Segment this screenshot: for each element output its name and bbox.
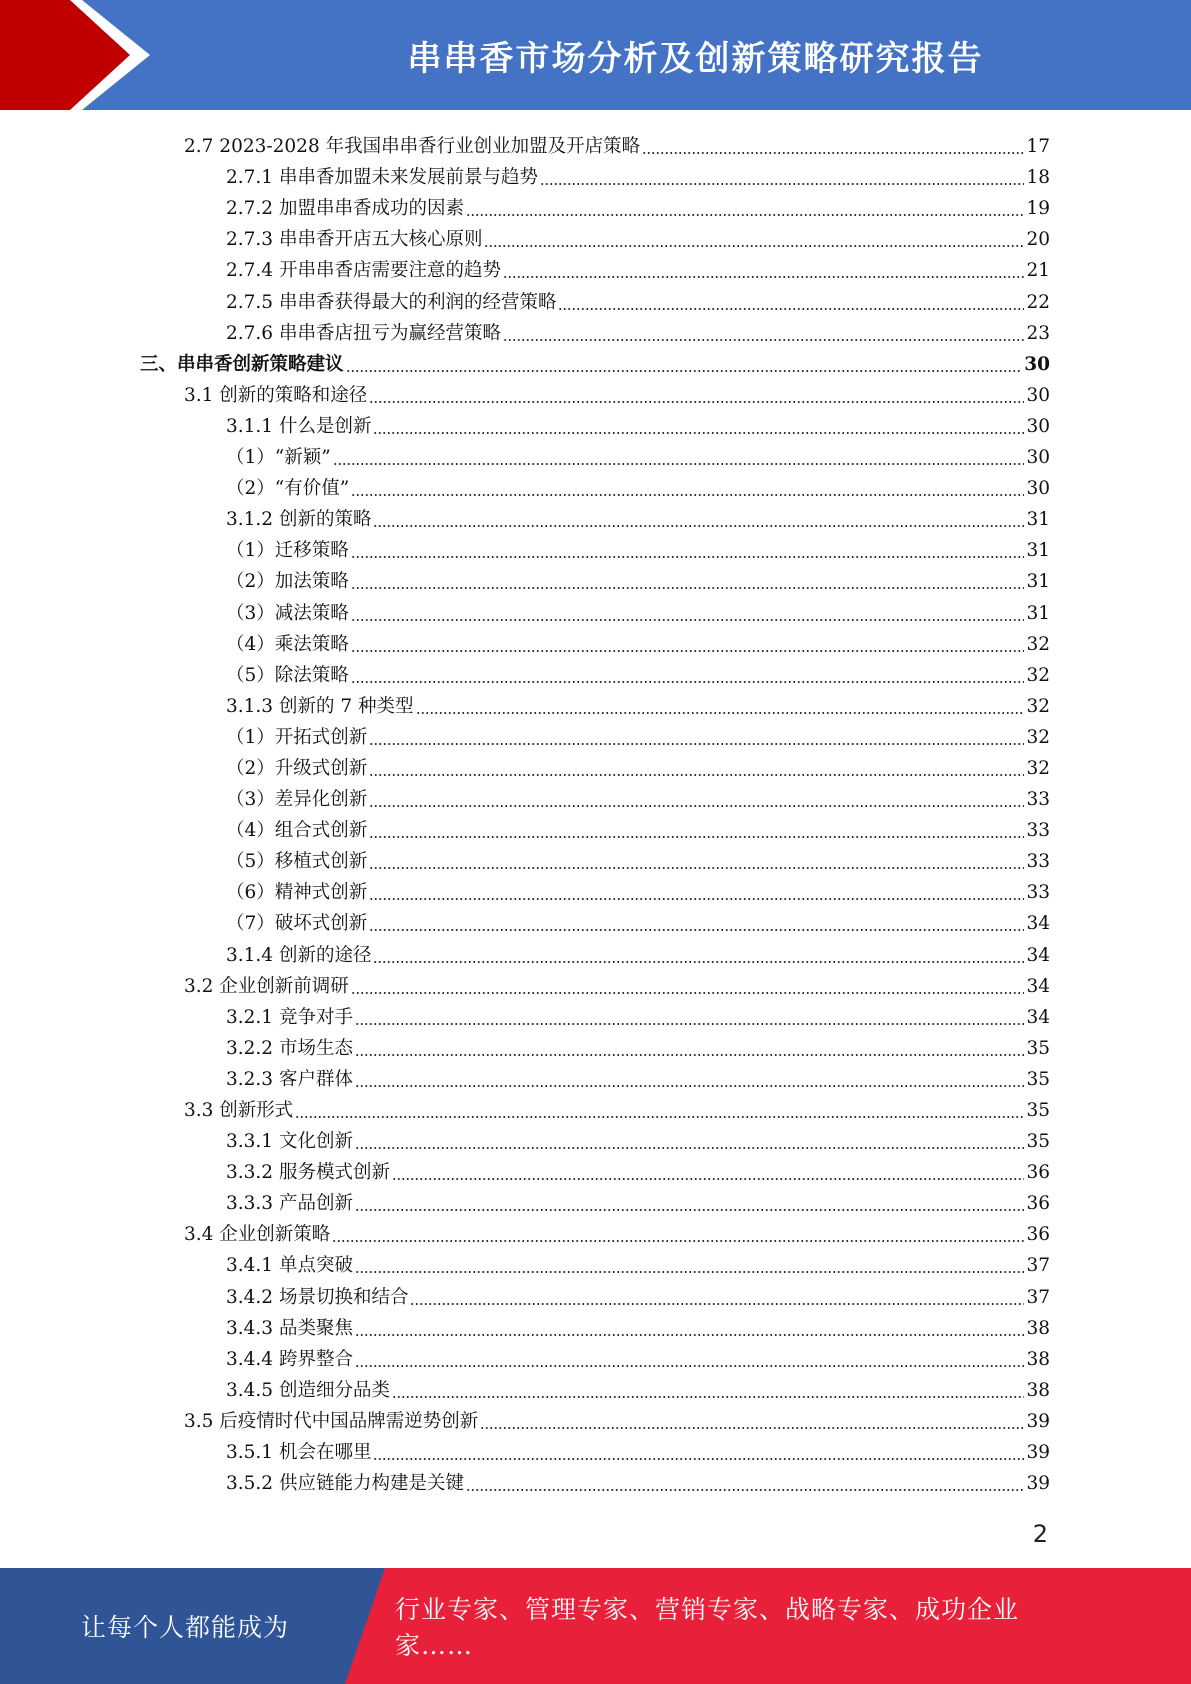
toc-entry[interactable] <box>140 688 1050 719</box>
toc-leader-dots <box>351 587 1025 589</box>
report-title: 串串香市场分析及创新策略研究报告 <box>407 38 984 79</box>
toc-entry-page: 31 <box>1026 540 1050 562</box>
toc-leader-dots <box>369 401 1024 403</box>
page-footer <box>0 1568 1191 1684</box>
toc-entry-label: 3.1.1 什么是创新 <box>226 415 372 437</box>
toc-entry[interactable] <box>140 968 1050 999</box>
toc-entry-label: 3.2.2 市场生态 <box>226 1037 353 1059</box>
toc-entry-page: 38 <box>1026 1348 1050 1370</box>
toc-leader-dots <box>369 805 1024 807</box>
toc-entry[interactable] <box>140 470 1050 501</box>
toc-entry-page: 30 <box>1026 415 1050 437</box>
toc-entry-label: 2.7.3 串串香开店五大核心原则 <box>226 229 483 251</box>
toc-entry-page: 31 <box>1026 509 1050 531</box>
toc-entry-page: 39 <box>1026 1442 1050 1464</box>
toc-entry[interactable] <box>140 1030 1050 1061</box>
toc-leader-dots <box>369 743 1024 745</box>
toc-leader-dots <box>351 494 1024 496</box>
toc-entry-label: 3.1.4 创新的途径 <box>226 944 372 966</box>
toc-leader-dots <box>369 867 1024 869</box>
toc-leader-dots <box>355 1365 1025 1367</box>
toc-entry-label: （4）乘法策略 <box>226 633 349 655</box>
toc-entry-label: （6）精神式创新 <box>226 882 368 904</box>
toc-entry-label: 3.4 企业创新策略 <box>184 1224 331 1246</box>
toc-entry-page: 35 <box>1026 1037 1050 1059</box>
toc-entry[interactable] <box>140 377 1050 408</box>
toc-leader-dots <box>332 1240 1024 1242</box>
toc-entry-label: 2.7.5 串串香获得最大的利润的经营策略 <box>226 291 557 313</box>
toc-entry-page: 17 <box>1026 136 1050 158</box>
toc-leader-dots <box>540 183 1024 185</box>
toc-leader-dots <box>295 1116 1024 1118</box>
toc-entry-label: （2）“有价值” <box>226 478 350 500</box>
toc-entry-label: 2.7.6 串串香店扭亏为赢经营策略 <box>226 322 501 344</box>
toc-entry-label: 3.2.1 竞争对手 <box>226 1006 353 1028</box>
toc-entry[interactable] <box>140 594 1050 625</box>
toc-leader-dots <box>351 619 1025 621</box>
toc-entry-page: 22 <box>1026 291 1050 313</box>
toc-entry[interactable] <box>140 1434 1050 1465</box>
toc-leader-dots <box>355 1085 1025 1087</box>
toc-entry-page: 39 <box>1026 1473 1050 1495</box>
toc-entry[interactable] <box>140 874 1050 905</box>
toc-entry-label: 3.3.2 服务模式创新 <box>226 1162 390 1184</box>
toc-entry-page: 37 <box>1026 1286 1050 1308</box>
toc-entry-page: 19 <box>1026 198 1050 220</box>
toc-entry[interactable] <box>140 190 1050 221</box>
toc-entry-label: （1）迁移策略 <box>226 540 349 562</box>
toc-leader-dots <box>466 1489 1024 1491</box>
toc-leader-dots <box>642 152 1024 154</box>
toc-entry-page: 30 <box>1024 353 1050 375</box>
page-number: 2 <box>1032 1520 1048 1548</box>
toc-entry-label: 3.3.3 产品创新 <box>226 1193 353 1215</box>
toc-entry-page: 21 <box>1026 260 1050 282</box>
toc-entry[interactable] <box>140 1185 1050 1216</box>
toc-leader-dots <box>369 774 1024 776</box>
toc-leader-dots <box>351 992 1025 994</box>
toc-entry[interactable] <box>140 750 1050 781</box>
toc-entry-page: 35 <box>1026 1068 1050 1090</box>
toc-entry-page: 30 <box>1026 478 1050 500</box>
toc-leader-dots <box>351 556 1025 558</box>
footer-roles: 行业专家、管理专家、营销专家、战略专家、成功企业家…… <box>395 1595 1020 1660</box>
table-of-contents <box>140 128 1050 1496</box>
toc-entry[interactable] <box>140 781 1050 812</box>
toc-entry[interactable] <box>140 221 1050 252</box>
toc-leader-dots <box>346 370 1023 372</box>
toc-entry-page: 34 <box>1026 944 1050 966</box>
toc-entry-page: 38 <box>1026 1379 1050 1401</box>
toc-leader-dots <box>484 245 1024 247</box>
toc-entry[interactable] <box>140 812 1050 843</box>
toc-leader-dots <box>480 1427 1024 1429</box>
toc-entry[interactable] <box>140 657 1050 688</box>
toc-entry[interactable] <box>140 719 1050 750</box>
toc-entry-label: 2.7 2023-2028 年我国串串香行业创业加盟及开店策略 <box>184 136 641 158</box>
toc-entry-page: 33 <box>1026 851 1050 873</box>
toc-leader-dots <box>416 712 1025 714</box>
toc-entry-page: 32 <box>1026 726 1050 748</box>
toc-leader-dots <box>410 1303 1024 1305</box>
toc-leader-dots <box>355 1147 1025 1149</box>
toc-entry-label: 2.7.2 加盟串串香成功的因素 <box>226 198 464 220</box>
toc-leader-dots <box>351 650 1025 652</box>
footer-slogan: 让每个人都能成为 <box>80 1613 289 1642</box>
toc-entry-label: （2）升级式创新 <box>226 757 368 779</box>
toc-entry[interactable] <box>140 532 1050 563</box>
toc-entry[interactable] <box>140 501 1050 532</box>
toc-leader-dots <box>558 308 1024 310</box>
toc-entry[interactable] <box>140 1092 1050 1123</box>
toc-leader-dots <box>369 836 1024 838</box>
toc-entry-label: （5）移植式创新 <box>226 851 368 873</box>
toc-entry-label: 3.2 企业创新前调研 <box>184 975 349 997</box>
toc-entry-label: 3.4.3 品类聚焦 <box>226 1317 353 1339</box>
toc-entry[interactable] <box>140 252 1050 283</box>
toc-entry-page: 31 <box>1026 602 1050 624</box>
toc-entry-label: 3.5.2 供应链能力构建是关键 <box>226 1473 464 1495</box>
toc-entry-page: 20 <box>1026 229 1050 251</box>
toc-entry-page: 36 <box>1026 1193 1050 1215</box>
toc-entry-label: 3.2.3 客户群体 <box>226 1068 353 1090</box>
toc-entry-label: 2.7.1 串串香加盟未来发展前景与趋势 <box>226 167 538 189</box>
toc-entry-label: 3.4.1 单点突破 <box>226 1255 353 1277</box>
toc-entry[interactable] <box>140 1154 1050 1185</box>
toc-entry-label: 3.4.4 跨界整合 <box>226 1348 353 1370</box>
toc-leader-dots <box>373 525 1024 527</box>
toc-leader-dots <box>355 1023 1025 1025</box>
toc-entry[interactable] <box>140 346 1050 377</box>
toc-entry-page: 36 <box>1026 1224 1050 1246</box>
toc-leader-dots <box>503 276 1024 278</box>
toc-leader-dots <box>369 898 1024 900</box>
toc-entry-label: 3.5 后疫情时代中国品牌需逆势创新 <box>184 1410 479 1432</box>
toc-entry[interactable] <box>140 905 1050 936</box>
toc-entry-page: 35 <box>1026 1131 1050 1153</box>
toc-entry[interactable] <box>140 283 1050 314</box>
toc-entry[interactable] <box>140 843 1050 874</box>
toc-entry-page: 18 <box>1026 167 1050 189</box>
toc-entry-label: 3.3 创新形式 <box>184 1100 294 1121</box>
toc-entry-label: （2）加法策略 <box>226 571 349 593</box>
toc-entry-label: （7）破坏式创新 <box>226 913 368 935</box>
toc-entry-label: （4）组合式创新 <box>226 820 368 842</box>
toc-leader-dots <box>333 463 1025 465</box>
toc-entry-page: 37 <box>1026 1255 1050 1277</box>
toc-entry-page: 34 <box>1026 975 1050 997</box>
toc-entry-label: 3.3.1 文化创新 <box>226 1131 353 1153</box>
toc-entry-page: 38 <box>1026 1317 1050 1339</box>
toc-entry-page: 39 <box>1026 1410 1050 1432</box>
toc-entry[interactable] <box>140 1465 1050 1496</box>
toc-leader-dots <box>369 929 1024 931</box>
toc-entry-page: 23 <box>1026 322 1050 344</box>
toc-entry-page: 33 <box>1026 820 1050 842</box>
toc-entry-page: 32 <box>1026 757 1050 779</box>
toc-entry-page: 30 <box>1026 447 1050 469</box>
toc-entry-label: 3.5.1 机会在哪里 <box>226 1442 372 1464</box>
toc-entry[interactable] <box>140 1372 1050 1403</box>
toc-entry[interactable] <box>140 1403 1050 1434</box>
toc-entry-page: 32 <box>1026 633 1050 655</box>
toc-leader-dots <box>503 339 1024 341</box>
toc-entry-page: 34 <box>1026 1006 1050 1028</box>
toc-entry[interactable] <box>140 999 1050 1030</box>
toc-entry-page: 35 <box>1026 1100 1050 1121</box>
toc-entry[interactable] <box>140 936 1050 967</box>
toc-entry-label: （1）开拓式创新 <box>226 726 368 748</box>
toc-leader-dots <box>355 1209 1025 1211</box>
toc-entry[interactable] <box>140 439 1050 470</box>
page-header <box>0 0 1191 110</box>
toc-entry[interactable] <box>140 1123 1050 1154</box>
toc-leader-dots <box>355 1271 1025 1273</box>
toc-entry[interactable] <box>140 626 1050 657</box>
toc-leader-dots <box>355 1334 1025 1336</box>
toc-entry[interactable] <box>140 563 1050 594</box>
toc-leader-dots <box>355 1054 1025 1056</box>
toc-entry-label: （1）“新颖” <box>226 447 331 469</box>
toc-leader-dots <box>373 961 1024 963</box>
toc-leader-dots <box>373 432 1024 434</box>
toc-entry-page: 32 <box>1026 664 1050 686</box>
toc-entry-label: 2.7.4 开串串香店需要注意的趋势 <box>226 260 501 282</box>
toc-entry-label: （3）减法策略 <box>226 602 349 624</box>
toc-entry[interactable] <box>140 315 1050 346</box>
toc-entry-label: 3.1 创新的策略和途径 <box>184 384 368 406</box>
toc-entry-page: 32 <box>1026 695 1050 717</box>
toc-entry-label: 3.4.5 创造细分品类 <box>226 1379 390 1401</box>
toc-entry[interactable] <box>140 1247 1050 1278</box>
toc-entry-page: 31 <box>1026 571 1050 593</box>
toc-entry[interactable] <box>140 128 1050 159</box>
toc-leader-dots <box>392 1396 1024 1398</box>
toc-entry[interactable] <box>140 159 1050 190</box>
toc-leader-dots <box>351 681 1025 683</box>
toc-entry-page: 36 <box>1026 1162 1050 1184</box>
toc-leader-dots <box>392 1178 1024 1180</box>
toc-entry-page: 34 <box>1026 913 1050 935</box>
toc-entry-label: 3.1.3 创新的 7 种类型 <box>226 695 414 717</box>
toc-entry-label: （5）除法策略 <box>226 664 349 686</box>
toc-entry-label: 3.4.2 场景切换和结合 <box>226 1286 409 1308</box>
toc-entry[interactable] <box>140 1278 1050 1309</box>
toc-entry-label: （3）差异化创新 <box>226 789 368 811</box>
toc-entry-page: 33 <box>1026 882 1050 904</box>
toc-entry-page: 30 <box>1026 384 1050 406</box>
toc-entry[interactable] <box>140 1216 1050 1247</box>
toc-entry[interactable] <box>140 408 1050 439</box>
toc-leader-dots <box>466 214 1024 216</box>
toc-entry[interactable] <box>140 1061 1050 1092</box>
toc-entry-label: 3.1.2 创新的策略 <box>226 509 372 531</box>
toc-leader-dots <box>373 1458 1024 1460</box>
toc-entry-label: 三、串串香创新策略建议 <box>140 353 344 375</box>
toc-entry-page: 33 <box>1026 789 1050 811</box>
toc-entry[interactable] <box>140 1341 1050 1372</box>
toc-entry[interactable] <box>140 1310 1050 1341</box>
